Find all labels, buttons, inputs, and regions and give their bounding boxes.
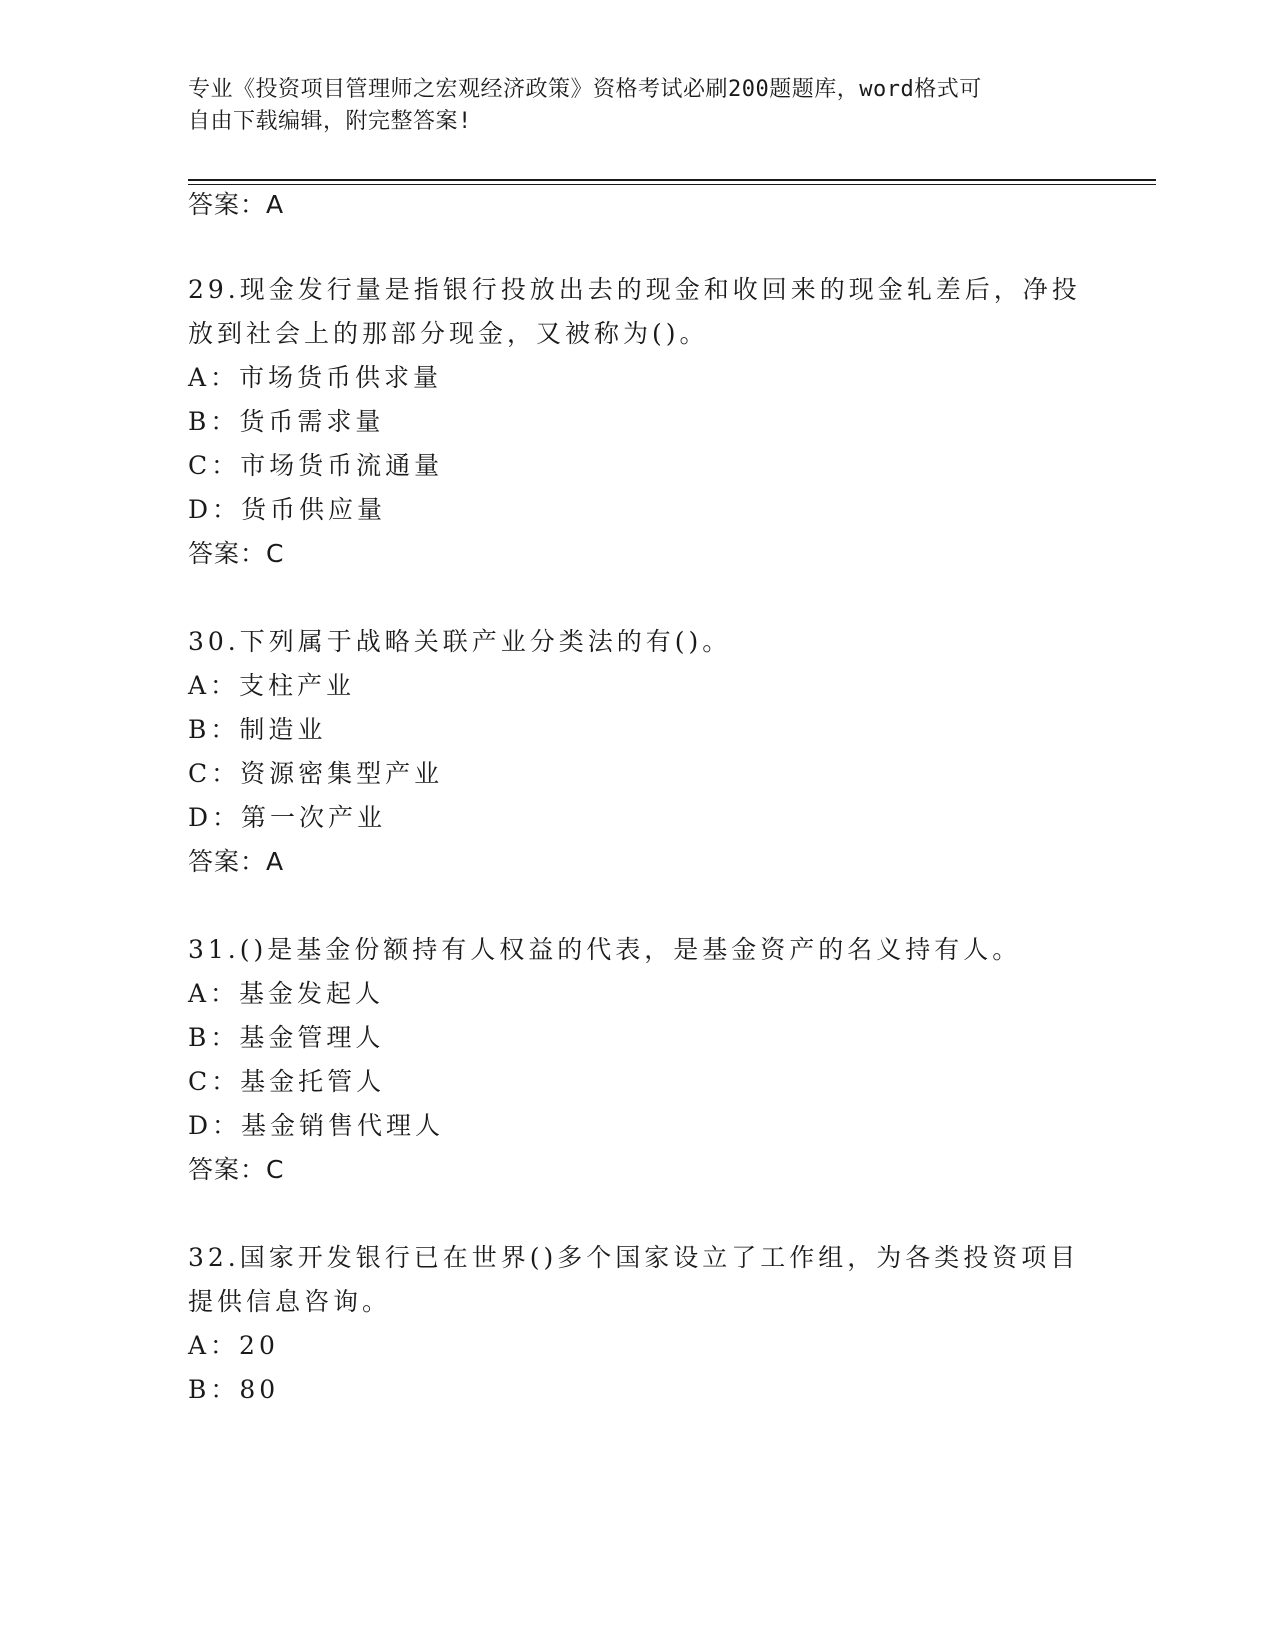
document-header xyxy=(188,74,1068,138)
question-31-option-b: B：基金管理人 xyxy=(188,1023,385,1052)
header-line-1: 专业《投资项目管理师之宏观经济政策》资格考试必刷200题题库，word格式可 xyxy=(188,77,982,102)
question-30-option-a: A：支柱产业 xyxy=(188,671,356,700)
question-29-answer: 答案：C xyxy=(188,539,285,568)
header-line-2: 自由下载编辑，附完整答案! xyxy=(188,109,472,134)
question-30-stem-line-1: 30.下列属于战略关联产业分类法的有()。 xyxy=(188,627,732,656)
header-divider-thin xyxy=(188,184,1156,185)
question-32-option-b: B：80 xyxy=(188,1375,280,1404)
question-31-option-d: D：基金销售代理人 xyxy=(188,1111,445,1140)
question-29-option-d: D：货币供应量 xyxy=(188,495,387,524)
previous-answer: 答案：A xyxy=(188,190,285,219)
question-31-option-a: A：基金发起人 xyxy=(188,979,385,1008)
question-29-stem-line-2: 放到社会上的那部分现金，又被称为()。 xyxy=(188,319,709,348)
question-30-option-c: C：资源密集型产业 xyxy=(188,759,444,788)
question-31-answer: 答案：C xyxy=(188,1155,285,1184)
question-29-option-c: C：市场货币流通量 xyxy=(188,451,444,480)
question-30-answer: 答案：A xyxy=(188,847,285,876)
question-29-option-b: B：货币需求量 xyxy=(188,407,385,436)
question-31-option-c: C：基金托管人 xyxy=(188,1067,386,1096)
question-30-option-d: D：第一次产业 xyxy=(188,803,387,832)
question-29-option-a: A：市场货币供求量 xyxy=(188,363,443,392)
question-31-stem-line-1: 31.()是基金份额持有人权益的代表，是基金资产的名义持有人。 xyxy=(188,935,1022,964)
question-32-option-a: A：20 xyxy=(188,1331,279,1360)
question-32-stem-line-2: 提供信息咨询。 xyxy=(188,1287,392,1316)
question-30-option-b: B：制造业 xyxy=(188,715,327,744)
question-29-stem-line-1: 29.现金发行量是指银行投放出去的现金和收回来的现金轧差后，净投 xyxy=(188,275,1081,304)
question-32-stem-line-1: 32.国家开发银行已在世界()多个国家设立了工作组，为各类投资项目 xyxy=(188,1243,1080,1272)
header-divider-thick xyxy=(188,179,1156,181)
